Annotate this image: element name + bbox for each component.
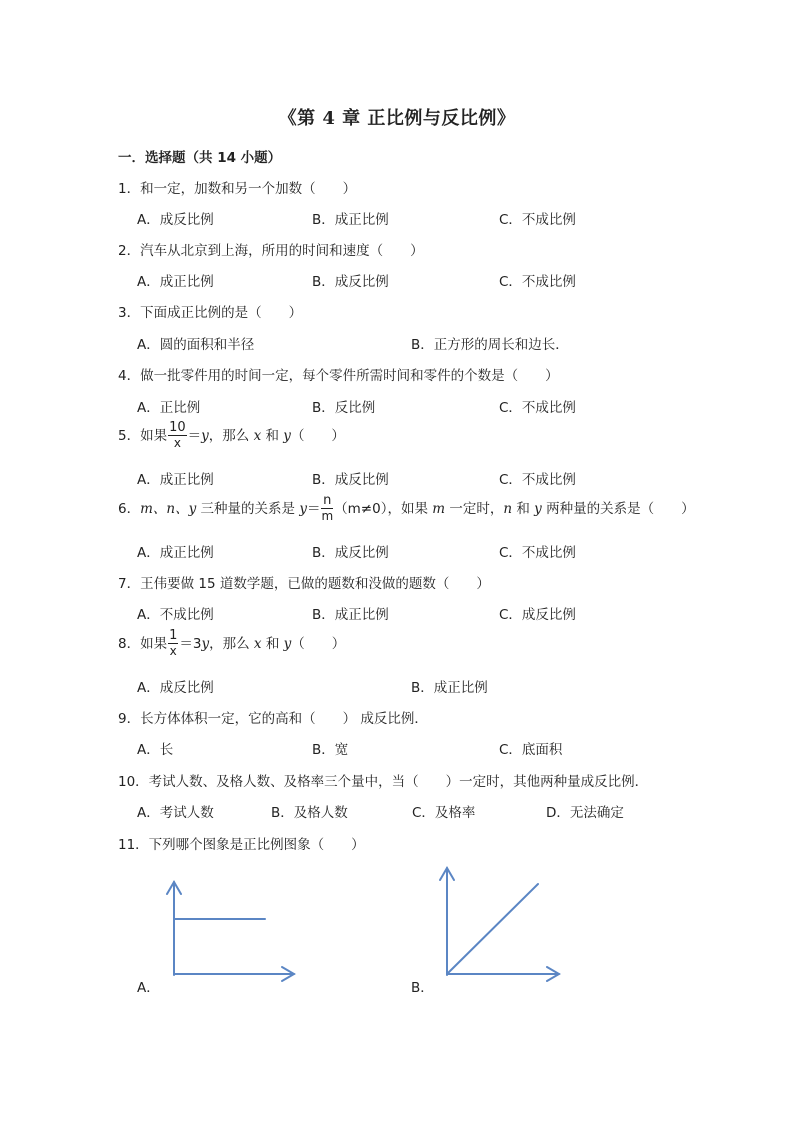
q6-option-c[interactable]: C．不成比例 xyxy=(499,545,576,561)
q9-option-a[interactable]: A．长 xyxy=(137,742,174,758)
q8-fraction xyxy=(168,629,178,657)
question-5 xyxy=(118,422,345,450)
q8-var-y: y xyxy=(201,636,210,652)
q11-option-a[interactable]: A． xyxy=(137,980,160,996)
q8-end: （ ） xyxy=(291,636,346,652)
q5-numerator: 10 xyxy=(169,420,186,435)
q5-var-x: x xyxy=(253,428,262,444)
document-title: 《第 4 章 正比例与反比例》 xyxy=(278,108,516,129)
q7-option-c[interactable]: C．成反比例 xyxy=(499,607,576,623)
q10-option-b[interactable]: B．及格人数 xyxy=(271,805,348,821)
q6-numerator: n xyxy=(323,493,332,508)
q6-text-2: ，如果 xyxy=(387,501,433,517)
q6-text-4: 和 xyxy=(512,501,535,517)
q4-option-a[interactable]: A．正比例 xyxy=(137,400,201,416)
q8-var-x: x xyxy=(253,636,262,652)
q6-var-y2: y xyxy=(534,501,542,517)
q5-var-y2: y xyxy=(283,428,291,444)
q6-text-3: 一定时， xyxy=(445,501,504,517)
q8-equals: ＝3 xyxy=(179,636,202,652)
q6-text-1: 三种量的关系是 xyxy=(196,501,300,517)
q6-option-b[interactable]: B．成反比例 xyxy=(312,545,389,561)
q9-option-b[interactable]: B．宽 xyxy=(312,742,349,758)
q6-prefix: 6． xyxy=(118,501,141,517)
q5-denominator: x xyxy=(173,436,181,450)
q8-then: ，那么 xyxy=(209,636,254,652)
question-3: 3．下面成正比例的是（ ） xyxy=(118,305,303,321)
section-heading: 一．选择题（共 14 小题） xyxy=(118,150,282,166)
q7-option-b[interactable]: B．成正比例 xyxy=(312,607,389,623)
q9-option-c[interactable]: C．底面积 xyxy=(499,742,563,758)
q1-option-b[interactable]: B．成正比例 xyxy=(312,212,389,228)
question-6 xyxy=(118,495,695,523)
question-9: 9．长方体体积一定，它的高和（ ） 成反比例． xyxy=(118,711,428,727)
question-10: 10．考试人数、及格人数、及格率三个量中，当（ ）一定时，其他两种量成反比例． xyxy=(118,774,649,790)
q6-var-m: m xyxy=(432,501,446,517)
q6-condition: （m≠0） xyxy=(334,501,388,517)
question-4: 4．做一批零件用的时间一定，每个零件所需时间和零件的个数是（ ） xyxy=(118,368,559,384)
q5-option-a[interactable]: A．成正比例 xyxy=(137,472,214,488)
q5-option-b[interactable]: B．成反比例 xyxy=(312,472,389,488)
q10-option-a[interactable]: A．考试人数 xyxy=(137,805,214,821)
q8-numerator: 1 xyxy=(169,628,178,643)
question-7: 7．王伟要做 15 道数学题，已做的题数和没做的题数（ ） xyxy=(118,576,490,592)
q5-end: （ ） xyxy=(290,428,345,444)
q3-option-a[interactable]: A．圆的面积和半径 xyxy=(137,337,255,353)
q11-option-b[interactable]: B． xyxy=(411,980,434,996)
q8-option-a[interactable]: A．成反比例 xyxy=(137,680,214,696)
q6-fraction xyxy=(321,494,333,522)
q4-option-c[interactable]: C．不成比例 xyxy=(499,400,576,416)
q5-then: ，那么 xyxy=(208,428,254,444)
q2-option-b[interactable]: B．成反比例 xyxy=(312,274,389,290)
question-1: 1．和一定，加数和另一个加数（ ） xyxy=(118,181,357,197)
q5-option-c[interactable]: C．不成比例 xyxy=(499,472,576,488)
q8-prefix: 8．如果 xyxy=(118,636,168,652)
q2-option-c[interactable]: C．不成比例 xyxy=(499,274,576,290)
q6-var-n: n xyxy=(503,501,513,517)
q6-equals: ＝ xyxy=(306,501,321,517)
q5-fraction xyxy=(168,421,187,449)
question-11: 11．下列哪个图象是正比例图象（ ） xyxy=(118,837,365,853)
graph-a[interactable] xyxy=(160,870,305,985)
q8-option-b[interactable]: B．成正比例 xyxy=(411,680,488,696)
q6-vars: m、n、y xyxy=(140,501,197,517)
question-8 xyxy=(118,630,345,658)
q6-var-y: y xyxy=(299,501,307,517)
q6-text-5: 两种量的关系是（ ） xyxy=(541,501,695,517)
q7-option-a[interactable]: A．不成比例 xyxy=(137,607,214,623)
q10-option-d[interactable]: D．无法确定 xyxy=(546,805,624,821)
q1-option-c[interactable]: C．不成比例 xyxy=(499,212,576,228)
q1-option-a[interactable]: A．成反比例 xyxy=(137,212,214,228)
q5-var-y: y xyxy=(201,428,209,444)
q5-and: 和 xyxy=(261,428,284,444)
q6-denominator: m xyxy=(321,509,334,523)
q8-denominator: x xyxy=(169,644,177,658)
q10-option-c[interactable]: C．及格率 xyxy=(412,805,476,821)
graph-b-diagonal-line xyxy=(447,884,538,974)
q2-option-a[interactable]: A．成正比例 xyxy=(137,274,214,290)
q3-option-b[interactable]: B．正方形的周长和边长． xyxy=(411,337,569,353)
q8-and: 和 xyxy=(261,636,284,652)
q6-option-a[interactable]: A．成正比例 xyxy=(137,545,214,561)
q4-option-b[interactable]: B．反比例 xyxy=(312,400,376,416)
q8-var-y2: y xyxy=(283,636,292,652)
graph-b[interactable] xyxy=(433,862,563,982)
question-2: 2．汽车从北京到上海，所用的时间和速度（ ） xyxy=(118,243,424,259)
q5-prefix: 5．如果 xyxy=(118,428,168,444)
q5-equals: ＝ xyxy=(187,428,202,444)
